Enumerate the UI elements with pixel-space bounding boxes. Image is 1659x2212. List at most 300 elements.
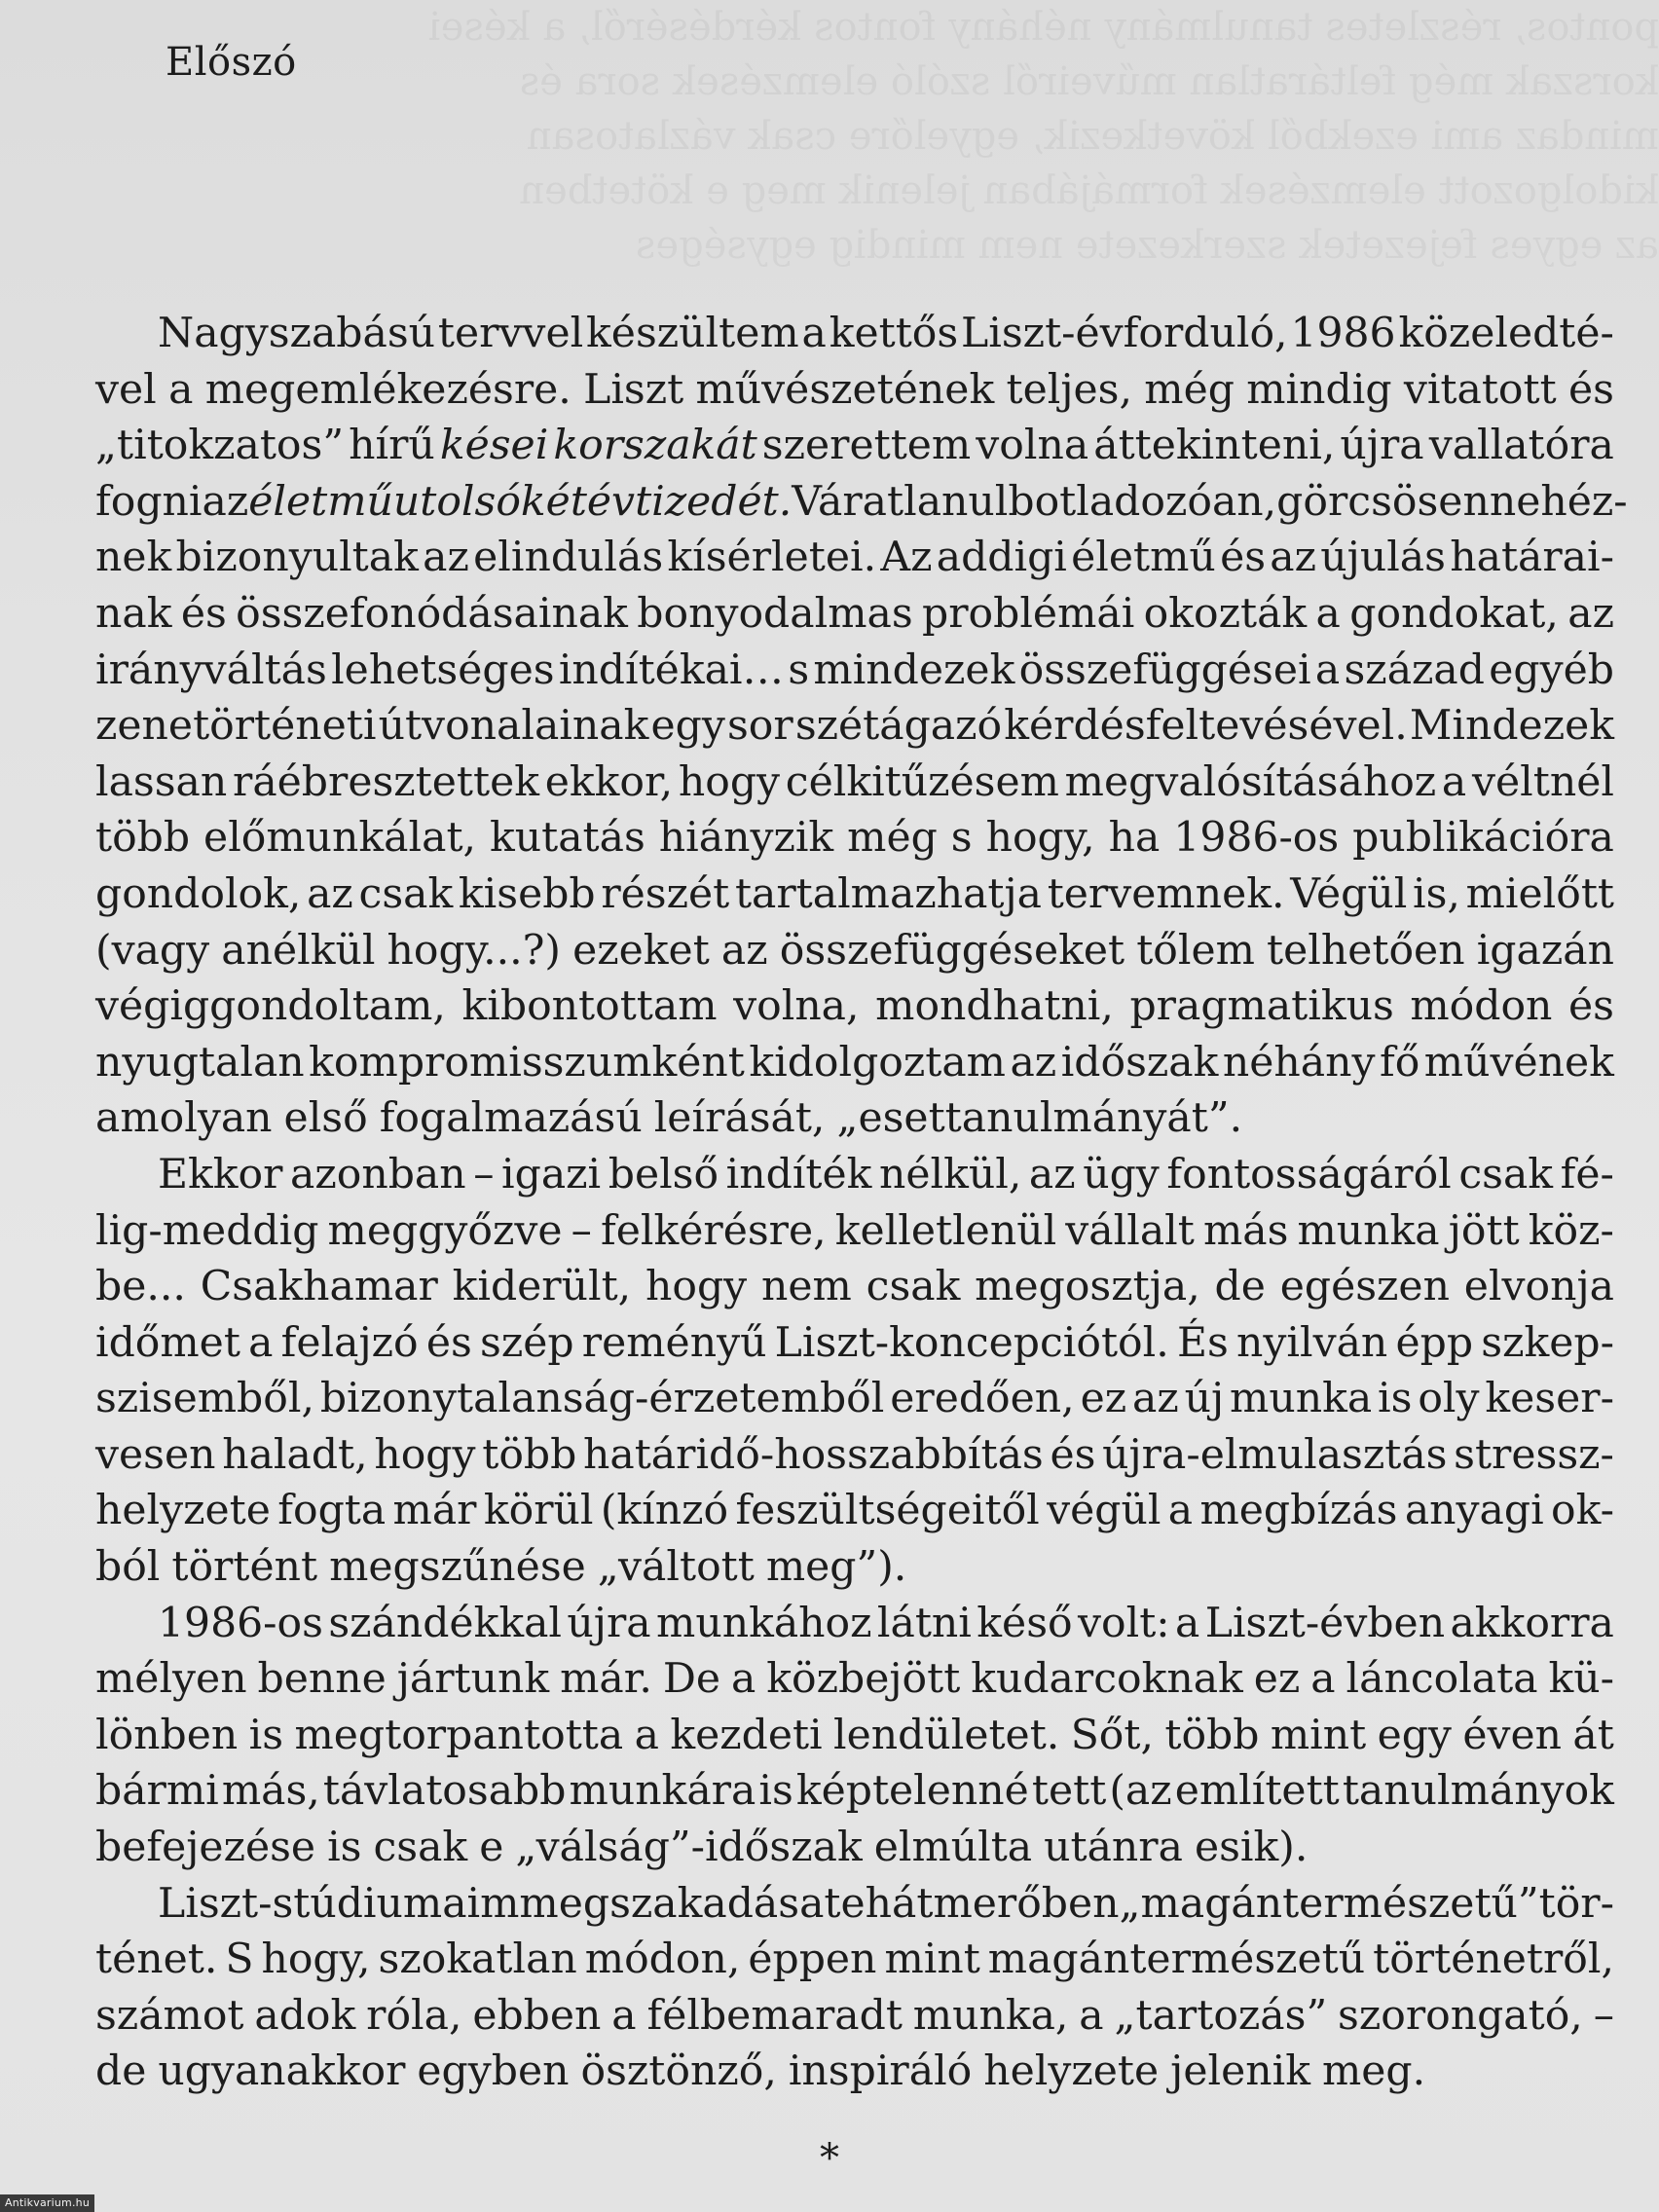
word: is — [758, 1767, 793, 1816]
word: megosztja, — [975, 1263, 1200, 1311]
word: de — [95, 2047, 147, 2096]
word: nak — [95, 589, 172, 638]
text-line — [95, 643, 1614, 699]
word: 1986-os — [1173, 814, 1340, 863]
text-line — [95, 1315, 1614, 1372]
word: amolyan — [95, 1094, 273, 1143]
word: a — [248, 1318, 274, 1367]
text-line — [95, 866, 1614, 923]
word: igazán — [1476, 926, 1614, 975]
word: gondokat, — [1349, 589, 1559, 638]
word: hogy...?) — [387, 926, 561, 975]
word: „tartozás” — [1114, 1991, 1328, 2040]
word: az — [1028, 1150, 1076, 1198]
word: keser- — [1485, 1375, 1614, 1423]
text-line — [95, 698, 1614, 755]
text-line — [95, 1090, 1614, 1147]
word: stressz- — [1454, 1430, 1614, 1479]
word: ból — [95, 1543, 161, 1592]
word: fontosságáról — [1166, 1150, 1452, 1198]
word: publikációra — [1352, 814, 1614, 863]
word: megszűnése — [329, 1543, 586, 1592]
word: nélkül, — [879, 1150, 1022, 1198]
word: tehát — [824, 1879, 934, 1928]
word: összefüggései — [1018, 645, 1311, 694]
section-separator: * — [820, 2136, 839, 2181]
word: kezdeti — [670, 1711, 823, 1759]
word: tett — [1031, 1767, 1107, 1816]
word: kibontottam — [461, 982, 718, 1031]
word: meg”). — [765, 1543, 907, 1592]
word: szkep- — [1481, 1318, 1614, 1367]
word: munka, — [912, 1991, 1069, 2040]
word: kiderült, — [452, 1263, 632, 1311]
word: azonban — [290, 1150, 466, 1198]
word: is — [248, 1711, 284, 1759]
word: fogalmazású — [379, 1094, 643, 1143]
text-line — [95, 1763, 1614, 1820]
word: már — [392, 1487, 477, 1535]
word: munka — [1230, 1375, 1373, 1423]
text-line — [95, 1539, 1614, 1596]
word: mint — [1270, 1711, 1367, 1759]
word: a — [611, 1991, 637, 2040]
word: helyzete — [95, 1487, 271, 1535]
word: nyilván — [1236, 1318, 1388, 1367]
word: e — [479, 1824, 504, 1872]
word: már. — [560, 1655, 652, 1704]
word: és — [1568, 982, 1614, 1031]
word: kudarcoknak — [971, 1655, 1243, 1704]
word: szisemből, — [95, 1375, 314, 1423]
word: megbízás — [1199, 1487, 1398, 1535]
word: és — [1220, 534, 1267, 582]
word: akkorra — [1450, 1599, 1614, 1647]
word: szép — [480, 1318, 574, 1367]
word: mindezek — [813, 645, 1015, 694]
word: fogta — [277, 1487, 387, 1535]
word: S — [225, 1936, 254, 1984]
word: hírű — [349, 422, 435, 470]
word: kérdésfeltevésével. — [1004, 702, 1408, 751]
word: meg. — [1321, 2047, 1426, 2096]
word: felajzó — [280, 1318, 419, 1367]
word: jelenik — [1170, 2047, 1310, 2096]
word: át — [1572, 1711, 1614, 1759]
word: munka — [1297, 1206, 1440, 1255]
body-text — [95, 306, 1628, 2100]
word: a — [634, 1711, 659, 1759]
word: ösztönző, — [580, 2047, 777, 2096]
word: század — [1344, 645, 1485, 694]
word: más — [1202, 1206, 1289, 1255]
word: vallatóra — [1428, 422, 1614, 470]
word: is, — [1413, 869, 1460, 918]
text-line — [95, 1876, 1614, 1933]
word: belső — [608, 1150, 719, 1198]
word: célkitűzésem — [785, 757, 1059, 806]
word: újra-elmulasztás — [1102, 1430, 1448, 1479]
text-line — [95, 923, 1614, 979]
word: életmű — [248, 477, 393, 526]
word: indíték — [725, 1150, 872, 1198]
word: időszak — [1060, 1038, 1219, 1087]
bleed-through-line — [0, 164, 1659, 218]
word: hogy — [678, 757, 781, 806]
word: ez — [1253, 1655, 1301, 1704]
text-line — [95, 755, 1614, 811]
word: a — [1079, 1991, 1104, 2040]
word: kompromisszumként — [309, 1038, 745, 1087]
word: problémái — [922, 589, 1135, 638]
word: Liszt-évben — [1204, 1599, 1446, 1647]
word: s — [788, 645, 810, 694]
word: meggyőzve — [327, 1206, 563, 1255]
word: elmúlta — [873, 1824, 1033, 1872]
word: helyzete — [983, 2047, 1160, 2096]
word: határai- — [1450, 534, 1614, 582]
word: bármi — [95, 1767, 219, 1816]
word: összefüggéseket — [779, 926, 1125, 975]
word: Liszt-évforduló, — [961, 310, 1288, 357]
word: újra — [1340, 422, 1424, 470]
word: indítékai… — [558, 645, 785, 694]
word: volna, — [733, 982, 860, 1031]
word: több — [1164, 1711, 1260, 1759]
word: Az — [880, 534, 933, 582]
word: Liszt-koncepciótól. — [774, 1318, 1169, 1367]
word: időmet — [95, 1318, 240, 1367]
word: történetről, — [1373, 1936, 1614, 1984]
word: közbejött — [766, 1655, 961, 1704]
word: okozták — [1143, 589, 1308, 638]
word: egyben — [417, 2047, 570, 2096]
paragraph — [95, 1596, 1614, 1876]
word: kidolgoztam — [749, 1038, 1006, 1087]
word: évtizedét. — [586, 477, 793, 526]
word: fé- — [1560, 1150, 1614, 1198]
word: kísérletei. — [667, 534, 877, 582]
word: be... — [95, 1263, 186, 1311]
word: ténet. — [95, 1936, 218, 1984]
word: bonyodalmas — [637, 589, 913, 638]
word: első — [283, 1094, 368, 1143]
word: a — [168, 365, 194, 414]
word: s — [950, 814, 973, 863]
word: vitatott — [1403, 365, 1557, 414]
word: ha — [1108, 814, 1161, 863]
word: (kínzó — [600, 1487, 729, 1535]
word: telhetően — [1267, 926, 1465, 975]
text-line — [95, 418, 1614, 474]
word: látni — [876, 1599, 972, 1647]
word: anyagi — [1404, 1487, 1544, 1535]
word: Mindezek — [1409, 702, 1614, 751]
word: irányváltás — [95, 645, 327, 694]
word: félbemaradt — [646, 1991, 903, 2040]
word: Váratlanul — [792, 477, 1009, 526]
word: 1986 — [1290, 310, 1396, 357]
word: tanulmányok — [1342, 1767, 1614, 1816]
text-line — [95, 586, 1614, 643]
word: És — [1176, 1318, 1229, 1367]
word: kutatás — [490, 814, 645, 863]
word: merőben — [933, 1879, 1120, 1928]
word: fő — [1379, 1038, 1420, 1087]
word: kelletlenül — [834, 1206, 1057, 1255]
word: De — [662, 1655, 721, 1704]
word: adok — [254, 1991, 356, 2040]
word: kü- — [1548, 1655, 1614, 1704]
word: a — [1441, 757, 1467, 806]
text-line — [95, 978, 1614, 1035]
word: csak — [358, 869, 454, 918]
text-line — [95, 1932, 1614, 1988]
word: számot — [95, 1991, 244, 2040]
word: szokatlan — [378, 1936, 577, 1984]
word: művének — [1423, 1038, 1614, 1087]
word: oly — [1418, 1375, 1480, 1423]
word: „esettanulmányát”. — [836, 1094, 1243, 1143]
text-line — [95, 1203, 1614, 1260]
word: – — [473, 1150, 495, 1198]
word: „magántermészetű” — [1119, 1879, 1539, 1928]
word: a — [801, 310, 827, 357]
word: megemlékezésre. — [204, 365, 571, 414]
text-line — [95, 530, 1614, 586]
word: csak — [1458, 1150, 1554, 1198]
word: volna — [976, 422, 1089, 470]
word: tőlem — [1136, 926, 1255, 975]
word: véltnél — [1472, 757, 1614, 806]
word: ugyanakkor — [158, 2047, 406, 2096]
word: görcsösen — [1276, 477, 1490, 526]
word: lassan — [95, 757, 228, 806]
word: eredően, — [890, 1375, 1075, 1423]
word: más, — [221, 1767, 320, 1816]
word: ez — [1080, 1375, 1127, 1423]
text-line — [95, 474, 1628, 531]
word: Végül — [1290, 869, 1408, 918]
word: vállalt — [1065, 1206, 1195, 1255]
word: hogy — [645, 1263, 748, 1311]
word: a — [730, 1655, 756, 1704]
word: nyugtalan — [95, 1038, 305, 1087]
word: volt: — [1078, 1599, 1170, 1647]
word: Csakhamar — [200, 1263, 438, 1311]
word: tör- — [1538, 1879, 1614, 1928]
word: áttekinteni, — [1093, 422, 1336, 470]
word: életmű — [1071, 534, 1216, 582]
text-line — [95, 1483, 1614, 1539]
word: magántermészetű — [987, 1936, 1366, 1984]
word: módon, — [584, 1936, 741, 1984]
word: éppen — [748, 1936, 877, 1984]
word: késő — [977, 1599, 1073, 1647]
word: egy — [1377, 1711, 1452, 1759]
word: mondhatni, — [875, 982, 1114, 1031]
word: újra — [567, 1599, 651, 1647]
word: végiggondoltam, — [95, 982, 446, 1031]
word: sor — [726, 702, 793, 751]
word: pragmatikus — [1129, 982, 1394, 1031]
word: ekkor, — [544, 757, 674, 806]
word: szétágazó — [794, 702, 1003, 751]
word: mindig — [1246, 365, 1392, 414]
word: még — [1144, 365, 1235, 414]
text-line — [95, 1427, 1614, 1484]
paragraph — [95, 1147, 1614, 1596]
word: a — [1315, 589, 1341, 638]
word: botladozóan, — [1008, 477, 1277, 526]
text-line — [95, 1988, 1614, 2045]
word: hogy, — [261, 1936, 371, 1984]
text-line — [95, 362, 1614, 419]
word: Sőt, — [1070, 1711, 1154, 1759]
word: jártunk — [396, 1655, 550, 1704]
word: (vagy — [95, 926, 210, 975]
paragraph — [95, 306, 1628, 1147]
word: nem — [761, 1263, 852, 1311]
text-line — [95, 306, 1614, 362]
word: ok- — [1551, 1487, 1614, 1535]
bleed-through-line — [0, 218, 1659, 273]
word: anélkül — [221, 926, 376, 975]
word: az — [720, 926, 768, 975]
word: zenetörténeti — [95, 702, 377, 751]
word: művészetének — [695, 365, 995, 414]
word: elindulás — [473, 534, 664, 582]
word: előmunkálat, — [203, 814, 477, 863]
word: nek — [95, 534, 172, 582]
word: tervvel — [437, 310, 584, 357]
word: jött — [1448, 1206, 1520, 1255]
word: láncolata — [1346, 1655, 1538, 1704]
word: „titokzatos” — [95, 422, 345, 470]
word: az — [1567, 589, 1614, 638]
word: módon — [1410, 982, 1553, 1031]
word: az — [1270, 534, 1317, 582]
word: a — [1310, 1655, 1336, 1704]
word: több — [482, 1430, 577, 1479]
word: megszakadása — [519, 1879, 825, 1928]
word: kettős — [829, 310, 959, 357]
text-line — [95, 1651, 1614, 1708]
word: „váltott — [597, 1543, 755, 1592]
word: a — [1167, 1487, 1194, 1535]
bleed-through-line — [0, 109, 1659, 164]
word: haladt, — [222, 1430, 368, 1479]
word: lendületet. — [833, 1711, 1060, 1759]
word: befejezése — [95, 1824, 316, 1872]
word: korszakát — [553, 422, 757, 470]
word: vel — [95, 365, 157, 414]
word: bizonyultak — [175, 534, 419, 582]
word: igazi — [501, 1150, 602, 1198]
word: lig-meddig — [95, 1206, 319, 1255]
word: nehéz- — [1489, 477, 1628, 526]
word: mielőtt — [1465, 869, 1614, 918]
word: útvonalainak — [378, 702, 649, 751]
word: részét — [601, 869, 730, 918]
text-line — [95, 1371, 1614, 1427]
word: néhány — [1222, 1038, 1376, 1087]
text-line — [95, 1820, 1614, 1876]
text-line — [95, 1035, 1614, 1091]
text-line — [95, 1596, 1614, 1652]
word: még — [847, 814, 938, 863]
word: közeledté- — [1398, 310, 1614, 357]
word: feszültségeitől — [735, 1487, 1040, 1535]
word: épp — [1395, 1318, 1474, 1367]
text-line — [95, 2044, 1614, 2100]
word: az — [1010, 1038, 1057, 1087]
word: szorongató, — [1338, 1991, 1583, 2040]
word: és — [180, 589, 227, 638]
word: az — [202, 477, 249, 526]
word: végül — [1047, 1487, 1161, 1535]
word: hogy — [374, 1430, 476, 1479]
word: – — [1593, 1991, 1614, 2040]
word: teljes, — [1006, 365, 1132, 414]
word: lönben — [95, 1711, 239, 1759]
word: Ekkor — [158, 1150, 283, 1198]
paragraph — [95, 1876, 1614, 2100]
word: az — [1131, 1375, 1179, 1423]
word: fogni — [95, 477, 203, 526]
word: összefonódásainak — [236, 589, 628, 638]
word: addigi — [936, 534, 1067, 582]
word: képtelenné — [795, 1767, 1029, 1816]
word: ügy — [1083, 1150, 1160, 1198]
word: de — [1214, 1263, 1266, 1311]
word: elvonja — [1463, 1263, 1614, 1311]
word: a — [1314, 645, 1341, 694]
word: az — [307, 869, 353, 918]
word: két — [520, 477, 587, 526]
word: hogy, — [985, 814, 1095, 863]
word: 1986-os — [158, 1599, 323, 1647]
word: esik). — [1194, 1824, 1309, 1872]
word: csak — [373, 1824, 468, 1872]
word: kései — [439, 422, 549, 470]
page-title: Előszó — [166, 40, 297, 85]
word: csak — [866, 1263, 961, 1311]
word: utánra — [1044, 1824, 1183, 1872]
word: a — [1174, 1599, 1200, 1647]
text-line — [95, 810, 1614, 866]
word: is — [327, 1824, 362, 1872]
word: ezeket — [572, 926, 710, 975]
word: említett — [1174, 1767, 1340, 1816]
word: gondolok, — [95, 869, 302, 918]
word: szerettem — [761, 422, 972, 470]
word: bizonytalanság-érzetemből — [319, 1375, 885, 1423]
word: megvalósításához — [1064, 757, 1437, 806]
word: szándékkal — [328, 1599, 563, 1647]
word: mélyen — [95, 1655, 247, 1704]
word: és — [425, 1318, 472, 1367]
word: és — [1050, 1430, 1096, 1479]
word: több — [95, 814, 191, 863]
word: inspiráló — [788, 2047, 973, 2096]
text-line — [95, 1708, 1614, 1764]
word: munkára — [569, 1767, 756, 1816]
word: leírását, — [653, 1094, 826, 1143]
word: utolsó — [392, 477, 521, 526]
word: határidő-hosszabbítás — [583, 1430, 1044, 1479]
word: köz- — [1528, 1206, 1614, 1255]
